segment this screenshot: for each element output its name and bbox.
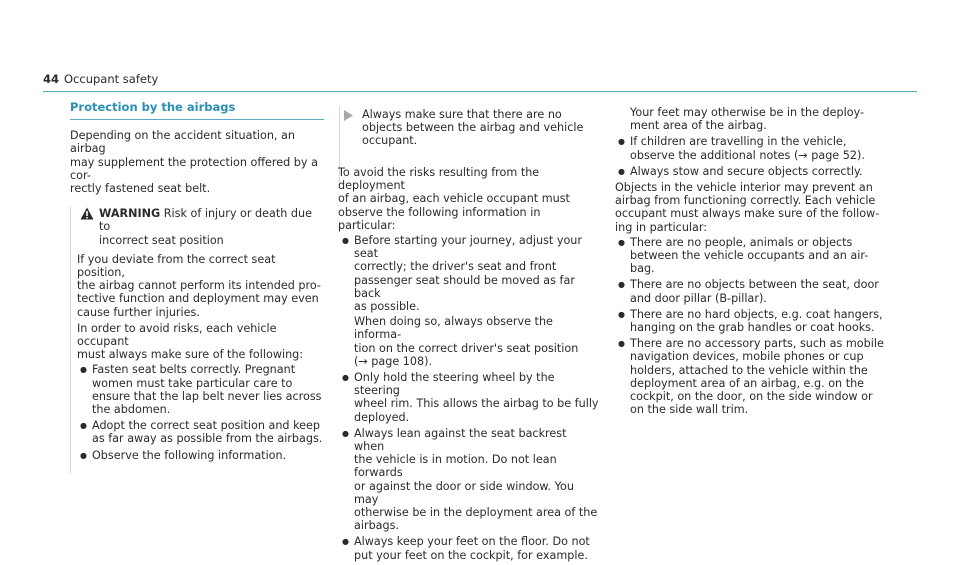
warning-box: [70, 207, 326, 473]
section-heading: Protection by the airbags: [70, 100, 236, 114]
play-triangle-icon: [344, 110, 353, 121]
bullet-icon: ●: [618, 280, 625, 290]
bullet-icon: ●: [80, 450, 87, 460]
list-item: ● There are no people, animals or objects between the vehicle occupants and an air- bag.: [618, 235, 869, 276]
warning-paragraph: If you deviate from the correct seat position, the airbag cannot perform its intended pro- tective function and deployment may even cause further injuries.: [77, 252, 321, 319]
list-item: ● There are no objects between the seat, door and door pillar (B-pillar).: [618, 278, 879, 305]
sub-paragraph: When doing so, always observe the informa- tion on the correct driver's seat position (→ page 108).: [354, 315, 579, 368]
bullet-icon: ●: [342, 537, 349, 547]
column-1: [70, 101, 326, 473]
body-paragraph: Objects in the vehicle interior may prevent an airbag from functioning correctly. Each vehicle occupant must always make sure of the follow- ing in particular:: [615, 181, 880, 234]
bullet-icon: ●: [618, 137, 625, 147]
bullet-icon: ●: [80, 421, 87, 431]
list-item: ● There are no hard objects, e.g. coat hangers, hanging on the grab handles or coat hooks.: [618, 307, 883, 335]
heading-rule: [70, 119, 324, 120]
info-list: [615, 135, 905, 178]
warning-label: WARNING: [99, 207, 161, 221]
list-item: ● Always stow and secure objects correctly.: [618, 164, 863, 178]
column-3: [615, 106, 905, 419]
continued-text: Your feet may otherwise be in the deploy- ment area of the airbag.: [630, 106, 865, 133]
column-2: [339, 106, 599, 565]
warning-paragraph: In order to avoid risks, each vehicle occupant must always make sure of the following:: [77, 321, 304, 362]
bullet-icon: ●: [618, 166, 625, 176]
list-item: ● Only hold the steering wheel by the steering wheel rim. This allows the airbag to be fully deployed.: [342, 371, 599, 424]
bullet-icon: ●: [618, 309, 625, 319]
bullet-icon: ●: [342, 428, 349, 438]
list-item: ● Always lean against the seat backrest when the vehicle is in motion. Do not lean forwards or against the door or side window. You may otherwise be in the deployment area of the airbags.: [342, 426, 598, 533]
note-text: Always make sure that there are no objects between the airbag and vehicle occupant.: [340, 106, 599, 148]
bullet-icon: ●: [342, 373, 349, 383]
warning-head-line: Risk of injury or death due to: [99, 207, 312, 234]
info-list: [339, 234, 599, 562]
bullet-icon: ●: [342, 236, 349, 246]
list-item: ● If children are travelling in the vehicle, observe the additional notes (→ page 52).: [618, 135, 865, 162]
list-item: ● Observe the following information.: [80, 448, 287, 462]
bullet-icon: ●: [618, 339, 625, 349]
page-number: 44: [43, 72, 60, 86]
bullet-icon: ●: [80, 365, 87, 375]
list-item: ● Fasten seat belts correctly. Pregnant women must take particular care to ensure that the lap belt never lies across the abdomen.: [80, 363, 322, 417]
list-item: ● There are no accessory parts, such as mobile navigation devices, mobile phones or cup holders, attached to the vehicle within the deployment area of an airbag, e.g. on the cockpit, on the door, on the side window or on the side wall trim.: [618, 337, 884, 417]
info-list: [615, 236, 905, 417]
intro-text: To avoid the risks resulting from the deployment of an airbag, each vehicle occupant must observe the following information in particular:: [338, 166, 570, 232]
bullet-icon: ●: [618, 237, 625, 247]
list-item: ● Always keep your feet on the floor. Do not put your feet on the cockpit, for example.: [342, 535, 590, 562]
warning-heading: [71, 207, 326, 247]
section-title: Occupant safety: [64, 72, 159, 86]
warning-list: [77, 363, 326, 461]
intro-text: Depending on the accident situation, an airbag may supplement the protection offered by a cor- rectly fastened seat belt.: [70, 129, 318, 196]
warning-triangle-icon: [80, 207, 94, 220]
list-item: ● Before starting your journey, adjust your seat correctly; the driver's seat and front passenger seat should be moved as far back as possible. When doing so, always observe the informa- tion on the correct driver's seat position (→ page 108).: [339, 234, 599, 368]
warning-head-line: incorrect seat position: [99, 233, 224, 247]
list-item: ● Adopt the correct seat position and keep as far away as possible from the airbags.: [80, 419, 323, 446]
header-rule: [43, 91, 917, 92]
